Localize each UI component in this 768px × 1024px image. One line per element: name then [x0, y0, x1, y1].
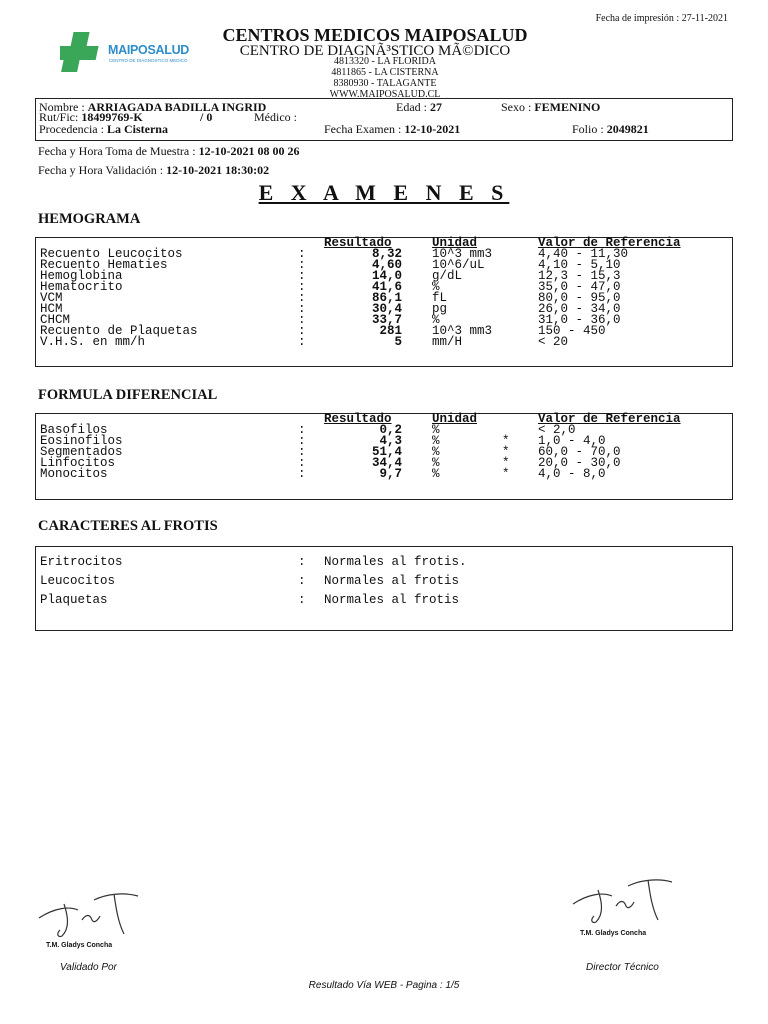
patient-medico: Médico :	[254, 110, 297, 124]
section-title-formula: FORMULA DIFERENCIAL	[38, 387, 218, 403]
test-name: Plaquetas	[40, 593, 108, 607]
out-of-range-flag: *	[502, 434, 510, 448]
separator: :	[298, 467, 306, 481]
signature-left: T.M. Gladys Concha	[34, 890, 144, 945]
result-value: 8,32	[371, 247, 402, 261]
unit: %	[432, 467, 440, 481]
separator: :	[298, 434, 306, 448]
test-name: Recuento de Plaquetas	[40, 324, 198, 338]
sample-datetime: Fecha y Hora Toma de Muestra : 12-10-2021 08 00 26	[38, 144, 300, 158]
unit: Unidad	[432, 236, 478, 250]
separator: :	[298, 593, 306, 607]
test-name: Monocitos	[40, 467, 108, 481]
formula-table	[35, 413, 733, 500]
test-name: Recuento Leucocitos	[40, 247, 183, 261]
test-name: Basofilos	[40, 423, 108, 437]
clinic-title: CENTROS MEDICOS MAIPOSALUD	[222, 25, 528, 45]
unit: %	[432, 423, 440, 437]
result-value: 0,2	[379, 423, 402, 437]
test-name: HCM	[40, 302, 63, 316]
reference-range: < 2,0	[538, 423, 576, 437]
clinic-line: 4811865 - LA CISTERNA	[331, 67, 439, 78]
separator: :	[298, 445, 306, 459]
patient-age: Edad : 27	[396, 100, 442, 114]
frotis-table	[35, 546, 733, 631]
result-value: 4,60	[371, 258, 402, 272]
clinic-line: 8380930 - TALAGANTE	[333, 78, 437, 89]
test-name: Eritrocitos	[40, 555, 123, 569]
unit: %	[432, 280, 440, 294]
reference-range: Valor de Referencia	[538, 412, 681, 426]
reference-range: < 20	[538, 335, 569, 349]
exam-date: Fecha Examen : 12-10-2021	[324, 122, 461, 136]
test-name: Segmentados	[40, 445, 123, 459]
unit: pg	[432, 302, 448, 316]
technical-director-label: Director Técnico	[586, 962, 659, 973]
separator: :	[298, 555, 306, 569]
result-value: 5	[394, 335, 402, 349]
result-value: Normales al frotis	[324, 574, 460, 588]
separator: :	[298, 313, 306, 327]
test-name: Hematocrito	[40, 280, 123, 294]
reference-range: 80,0 - 95,0	[538, 291, 621, 305]
patient-sex: Sexo : FEMENINO	[501, 100, 601, 114]
reference-range: 12,3 - 15,3	[538, 269, 621, 283]
signature-right: T.M. Gladys Concha	[568, 876, 678, 931]
result-value: 51,4	[371, 445, 402, 459]
result-value: Resultado	[324, 236, 392, 250]
result-value: 33,7	[371, 313, 402, 327]
patient-procedencia: Procedencia : La Cisterna	[39, 122, 168, 136]
separator: :	[298, 247, 306, 261]
separator: :	[298, 423, 306, 437]
unit: mm/H	[432, 335, 463, 349]
result-value: 14,0	[371, 269, 402, 283]
out-of-range-flag: *	[502, 467, 510, 481]
clinic-line: 4813320 - LA FLORIDA	[334, 56, 436, 67]
patient-rut: Rut/Fic: 18499769-K	[39, 110, 143, 124]
test-name: Recuento Hematies	[40, 258, 168, 272]
result-value: Normales al frotis.	[324, 555, 467, 569]
reference-range: 1,0 - 4,0	[538, 434, 606, 448]
unit: 10^6/uL	[432, 258, 485, 272]
test-name: Linfocitos	[40, 456, 116, 470]
table-row	[36, 591, 732, 610]
reference-range: 150 - 450	[538, 324, 606, 338]
reference-range: 26,0 - 34,0	[538, 302, 621, 316]
reference-range: 31,0 - 36,0	[538, 313, 621, 327]
result-value: 4,3	[379, 434, 402, 448]
unit: Unidad	[432, 412, 478, 426]
separator: :	[298, 574, 306, 588]
result-value: 86,1	[371, 291, 402, 305]
hemograma-table	[35, 237, 733, 367]
validation-datetime: Fecha y Hora Validación : 12-10-2021 18:30:02	[38, 163, 270, 177]
table-row	[36, 337, 732, 348]
separator: :	[298, 456, 306, 470]
test-name: VCM	[40, 291, 63, 305]
table-row	[36, 572, 732, 591]
result-value: 34,4	[371, 456, 402, 470]
patient-fic: / 0	[200, 110, 213, 124]
logo-cross-icon	[60, 30, 106, 74]
exams-heading: E X A M E N E S	[258, 180, 510, 205]
signature-icon	[568, 876, 678, 926]
clinic-website: WWW.MAIPOSALUD.CL	[329, 89, 441, 100]
unit: %	[432, 456, 440, 470]
reference-range: 4,0 - 8,0	[538, 467, 606, 481]
print-date: Fecha de impresión : 27-11-2021	[595, 13, 728, 24]
patient-info-box	[35, 98, 733, 141]
separator: :	[298, 280, 306, 294]
logo-brand: MAIPOSALUD	[108, 43, 190, 57]
unit: 10^3 mm3	[432, 324, 493, 338]
section-title-hemograma: HEMOGRAMA	[38, 211, 141, 227]
clinic-subtitle: CENTRO DE DIAGNÃ³STICO MÃ©DICO	[239, 43, 511, 59]
separator: :	[298, 302, 306, 316]
separator: :	[298, 291, 306, 305]
test-name: Eosinofilos	[40, 434, 123, 448]
separator: :	[298, 335, 306, 349]
unit: %	[432, 434, 440, 448]
signature-icon	[34, 890, 144, 940]
patient-name: Nombre : ARRIAGADA BADILLA INGRID	[39, 100, 267, 114]
test-name: Hemoglobina	[40, 269, 123, 283]
result-value: 41,6	[371, 280, 402, 294]
result-value: Resultado	[324, 412, 392, 426]
result-value: 9,7	[379, 467, 402, 481]
reference-range: 35,0 - 47,0	[538, 280, 621, 294]
table-row	[36, 553, 732, 572]
section-title-frotis: CARACTERES AL FROTIS	[38, 518, 218, 534]
unit: %	[432, 313, 440, 327]
unit: 10^3 mm3	[432, 247, 493, 261]
reference-range: 4,10 - 5,10	[538, 258, 621, 272]
test-name: CHCM	[40, 313, 71, 327]
out-of-range-flag: *	[502, 456, 510, 470]
out-of-range-flag: *	[502, 445, 510, 459]
separator: :	[298, 258, 306, 272]
test-name: Leucocitos	[40, 574, 116, 588]
reference-range: 60,0 - 70,0	[538, 445, 621, 459]
test-name: V.H.S. en mm/h	[40, 335, 146, 349]
reference-range: 4,40 - 11,30	[538, 247, 629, 261]
page-footer: Resultado Vía WEB - Pagina : 1/5	[308, 980, 460, 991]
separator: :	[298, 324, 306, 338]
result-value: Normales al frotis	[324, 593, 460, 607]
unit: fL	[432, 291, 448, 305]
unit: %	[432, 445, 440, 459]
reference-range: Valor de Referencia	[538, 236, 681, 250]
validated-by-label: Validado Por	[60, 962, 117, 973]
table-row	[36, 469, 732, 480]
separator: :	[298, 269, 306, 283]
reference-range: 20,0 - 30,0	[538, 456, 621, 470]
unit: g/dL	[432, 269, 463, 283]
logo-subtitle: CENTRO DE DIAGNOSTICO MEDICO	[109, 58, 188, 63]
result-value: 30,4	[371, 302, 402, 316]
folio: Folio : 2049821	[572, 122, 649, 136]
result-value: 281	[379, 324, 402, 338]
